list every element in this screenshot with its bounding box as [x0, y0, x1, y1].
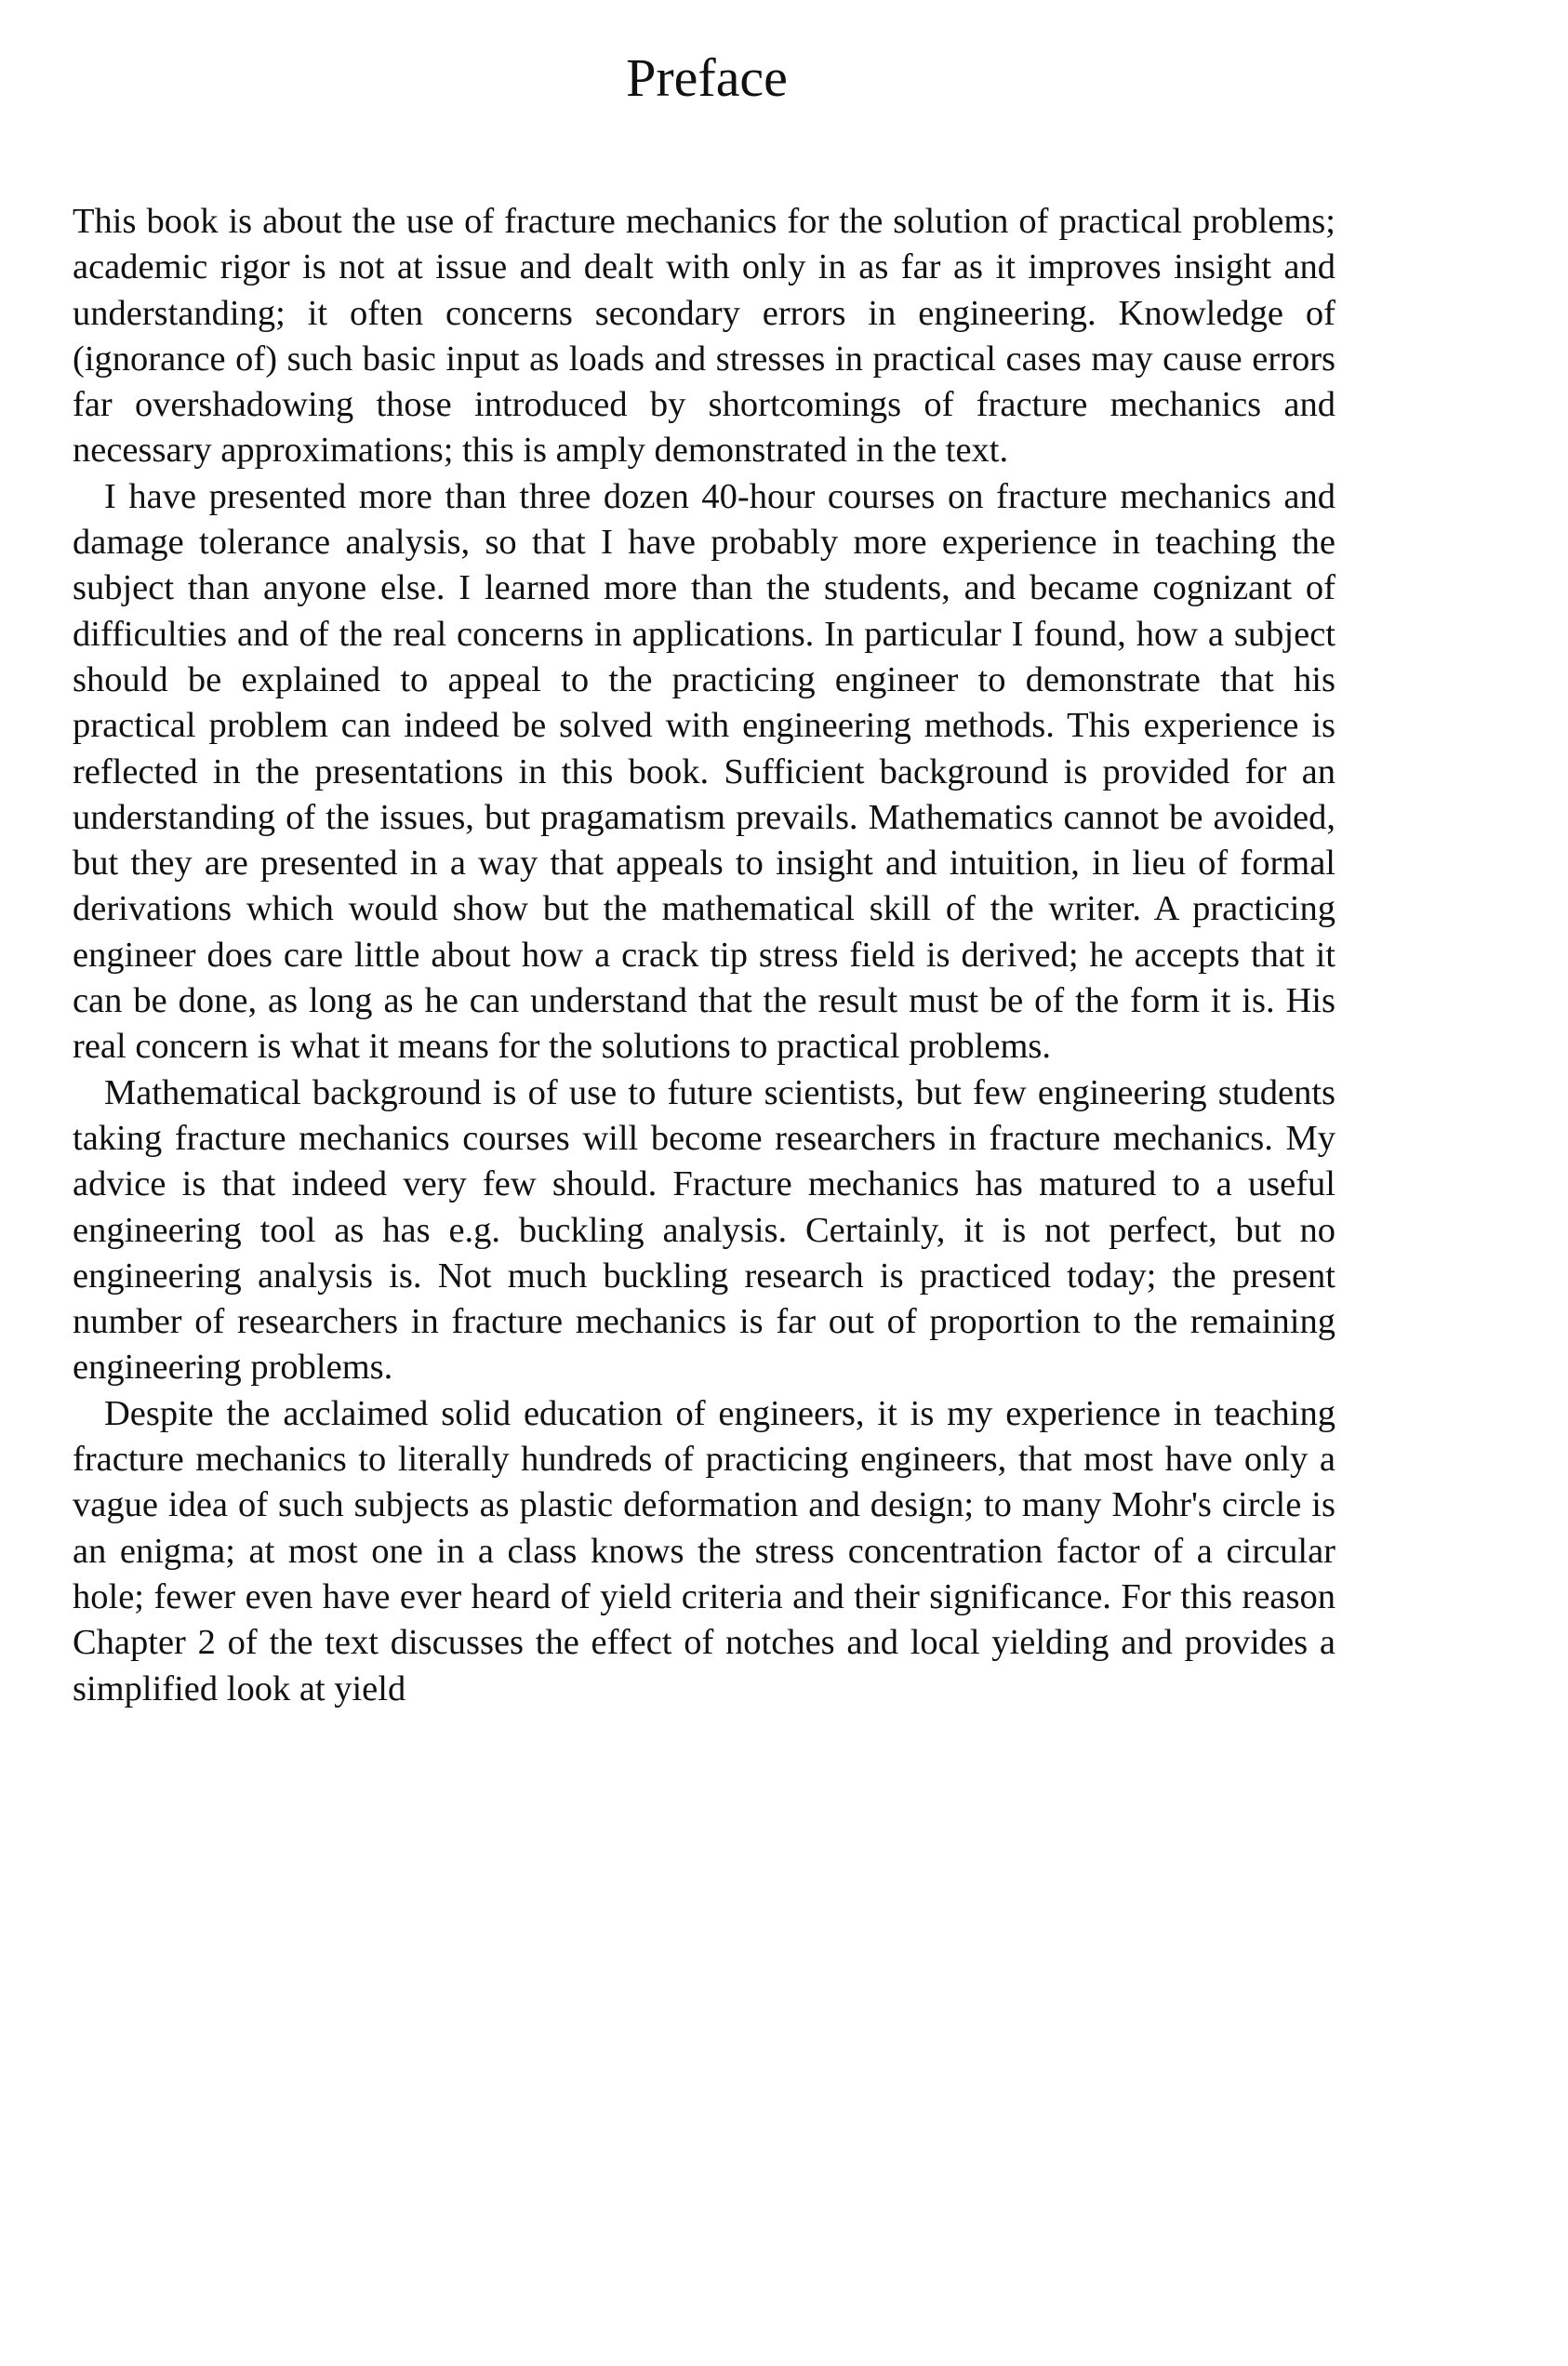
paragraph-3: Mathematical background is of use to future scientists, but few engineering students taking fracture mechanics courses will become researchers in fracture mechanics. My advice is that indeed very few should. Fracture mechanics has matured to a useful engineering tool as has e.g. buckling analysis. Certainly, it is not perfect, but no engineering analysis is. Not much buckling research is practiced today; the present number of researchers in fracture mechanics is far out of proportion to the remaining engineering problems.	[73, 1072, 1335, 1388]
paragraph-4: Despite the acclaimed solid education of engineers, it is my experience in teaching fracture mechanics to literally hundreds of practicing engineers, that most have only a vague idea of such subjects as plastic deformation and design; to many Mohr's circle is an enigma; at most one in a class knows the stress concentration factor of a circular hole; fewer even have ever heard of yield criteria and their significance. For this reason Chapter 2 of the text discusses the effect of notches and local yielding and provides a simplified look at yield	[73, 1393, 1335, 1708]
paragraph-2: I have presented more than three dozen 40-hour courses on fracture mechanics and damage tolerance analysis, so that I have probably more experience in teaching the subject than anyone else. I learned more than the students, and became cognizant of difficulties and of the real concerns in applications. In particular I found, how a subject should be explained to appeal to the practicing engineer to demonstrate that his practical problem can indeed be solved with engineering methods. This experience is reflected in the presentations in this book. Sufficient background is provided for an understanding of the issues, but pragamatism prevails. Mathematics cannot be avoided, but they are presented in a way that appeals to insight and intuition, in lieu of formal derivations which would show but the mathematical skill of the writer. A practicing engineer does care little about how a crack tip stress field is derived; he accepts that it can be done, as long as he can understand that the result must be of the form it is. His real concern is what it means for the solutions to practical problems.	[73, 476, 1335, 1067]
preface-body	[73, 199, 1335, 1712]
page-title: Preface	[626, 47, 788, 108]
paragraph-1: This book is about the use of fracture mechanics for the solution of practical problems; academic rigor is not at issue and dealt with only in as far as it improves insight and understanding; it often concerns secondary errors in engineering. Knowledge of (ignorance of) such basic input as loads and stresses in practical cases may cause errors far overshadowing those introduced by shortcomings of fracture mechanics and necessary approximations; this is amply demonstrated in the text.	[73, 202, 1335, 471]
